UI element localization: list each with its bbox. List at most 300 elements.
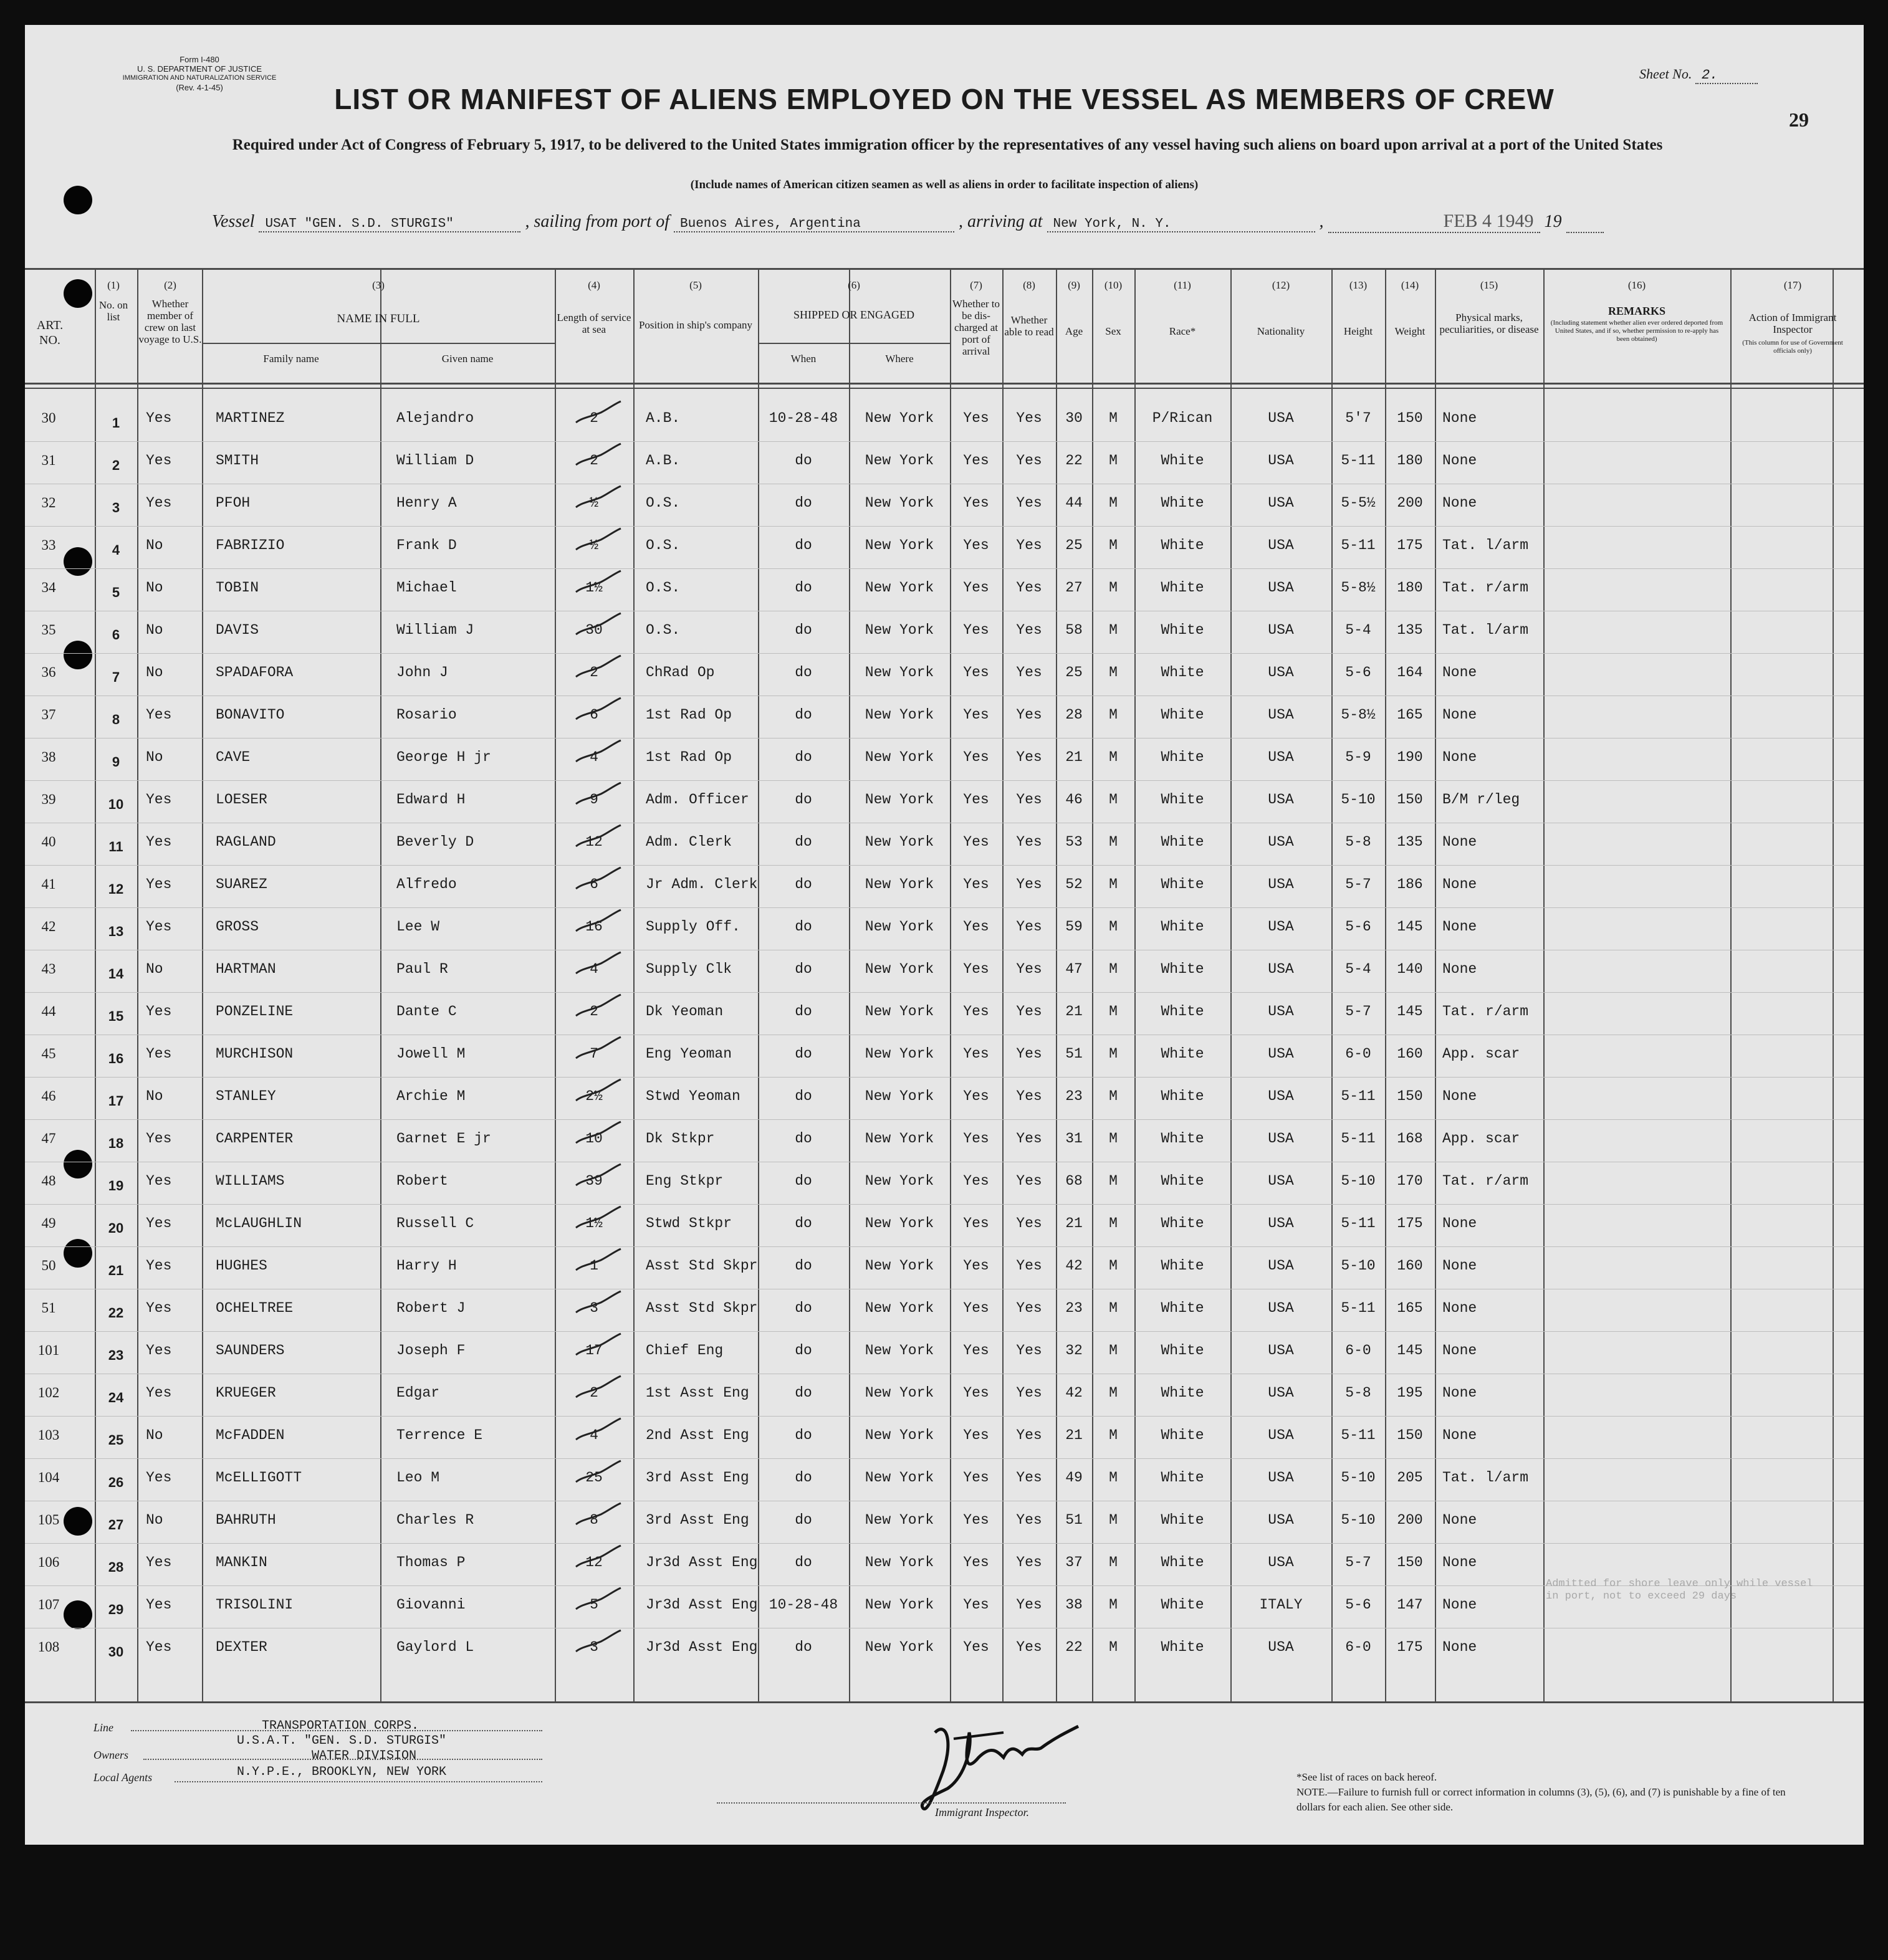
sex-cell: M bbox=[1109, 537, 1118, 553]
physical-marks-cell: App. scar bbox=[1442, 1046, 1520, 1062]
position-cell: Chief Eng bbox=[646, 1342, 724, 1359]
shipped-where-cell: New York bbox=[865, 749, 934, 765]
col-race: Race* bbox=[1169, 325, 1196, 337]
weight-cell: 160 bbox=[1397, 1258, 1423, 1274]
discharged-cell: Yes bbox=[963, 1046, 989, 1062]
art-number-cell: 47 bbox=[41, 1131, 56, 1146]
height-cell: 5-10 bbox=[1341, 1512, 1376, 1528]
able-to-read-cell: Yes bbox=[1016, 1512, 1042, 1528]
footer-block bbox=[93, 1719, 567, 1784]
nationality-cell: USA bbox=[1268, 1046, 1294, 1062]
nationality-cell: USA bbox=[1268, 791, 1294, 808]
col14-number: (14) bbox=[1401, 279, 1419, 291]
discharged-cell: Yes bbox=[963, 1215, 989, 1231]
age-cell: 68 bbox=[1065, 1173, 1083, 1189]
discharged-cell: Yes bbox=[963, 919, 989, 935]
given-name-cell: Archie M bbox=[396, 1088, 466, 1104]
sex-cell: M bbox=[1109, 791, 1118, 808]
discharged-cell: Yes bbox=[963, 1512, 989, 1528]
discharged-cell: Yes bbox=[963, 580, 989, 596]
departure-port: Buenos Aires, Argentina bbox=[674, 217, 954, 232]
last-voyage-cell: No bbox=[146, 664, 163, 681]
shipped-when-cell: do bbox=[795, 1342, 812, 1359]
physical-marks-cell: None bbox=[1442, 452, 1477, 469]
list-number-cell: 28 bbox=[108, 1559, 124, 1575]
position-cell: Dk Yeoman bbox=[646, 1003, 724, 1020]
race-cell: White bbox=[1161, 1385, 1204, 1401]
sex-cell: M bbox=[1109, 1597, 1118, 1613]
col8-number: (8) bbox=[1023, 279, 1035, 291]
shipped-where-cell: New York bbox=[865, 791, 934, 808]
art-number-cell: 37 bbox=[41, 707, 56, 722]
last-voyage-cell: Yes bbox=[146, 1385, 172, 1401]
column-rule bbox=[137, 268, 138, 1701]
check-mark-icon bbox=[573, 1416, 623, 1447]
given-name-cell: Edward H bbox=[396, 791, 466, 808]
manifest-sheet bbox=[25, 25, 1864, 1845]
race-cell: White bbox=[1161, 1470, 1204, 1486]
nationality-cell: USA bbox=[1268, 537, 1294, 553]
nationality-cell: USA bbox=[1268, 1427, 1294, 1443]
art-number-cell: 104 bbox=[37, 1470, 60, 1485]
art-number-cell: 107 bbox=[37, 1597, 60, 1612]
weight-cell: 165 bbox=[1397, 1300, 1423, 1316]
row-rule bbox=[25, 1331, 1864, 1332]
shipped-when-cell: do bbox=[795, 1554, 812, 1570]
last-voyage-cell: Yes bbox=[146, 1300, 172, 1316]
nationality-cell: USA bbox=[1268, 1470, 1294, 1486]
position-cell: Jr3d Asst Eng bbox=[646, 1639, 758, 1655]
owners-value-2: WATER DIVISION bbox=[312, 1749, 417, 1763]
service-length-cell: 2½ bbox=[585, 1088, 603, 1104]
given-name-cell: Dante C bbox=[396, 1003, 457, 1020]
last-voyage-cell: No bbox=[146, 961, 163, 977]
service-length-cell: 16 bbox=[585, 919, 603, 935]
shipped-where-cell: New York bbox=[865, 580, 934, 596]
shipped-where-cell: New York bbox=[865, 1131, 934, 1147]
age-cell: 52 bbox=[1065, 876, 1083, 892]
service-length-cell: 2 bbox=[590, 410, 598, 426]
given-name-cell: Charles R bbox=[396, 1512, 474, 1528]
last-voyage-cell: Yes bbox=[146, 876, 172, 892]
weight-cell: 145 bbox=[1397, 919, 1423, 935]
race-cell: White bbox=[1161, 1342, 1204, 1359]
discharged-cell: Yes bbox=[963, 876, 989, 892]
check-mark-icon bbox=[573, 1035, 623, 1066]
col-last-voyage: Whether member of crew on last voyage to U.S. bbox=[138, 298, 202, 345]
sex-cell: M bbox=[1109, 919, 1118, 935]
service-length-cell: 7 bbox=[590, 1046, 598, 1062]
column-rule bbox=[1331, 268, 1333, 1701]
last-voyage-cell: Yes bbox=[146, 452, 172, 469]
family-name-cell: GROSS bbox=[216, 919, 259, 935]
last-voyage-cell: Yes bbox=[146, 1470, 172, 1486]
sex-cell: M bbox=[1109, 1342, 1118, 1359]
shipped-when-cell: 10-28-48 bbox=[769, 410, 838, 426]
height-cell: 5-8½ bbox=[1341, 707, 1376, 723]
weight-cell: 150 bbox=[1397, 1554, 1423, 1570]
family-name-cell: SMITH bbox=[216, 452, 259, 469]
weight-cell: 180 bbox=[1397, 452, 1423, 469]
height-cell: 5-8 bbox=[1345, 1385, 1371, 1401]
row-rule bbox=[25, 568, 1864, 569]
check-mark-icon bbox=[573, 738, 623, 769]
note-text: —Failure to furnish full or correct information in columns (3), (5), (6), and (7) is punishable by a fine of ten dollars for each alien. See other side. bbox=[1296, 1786, 1786, 1813]
nationality-cell: USA bbox=[1268, 622, 1294, 638]
service-length-cell: 2 bbox=[590, 1003, 598, 1020]
art-number-cell: 36 bbox=[41, 664, 56, 680]
weight-cell: 150 bbox=[1397, 791, 1423, 808]
col5-number: (5) bbox=[689, 279, 702, 291]
family-name-cell: McELLIGOTT bbox=[216, 1470, 302, 1486]
able-to-read-cell: Yes bbox=[1016, 410, 1042, 426]
sheet-number-value: 2. bbox=[1695, 67, 1758, 84]
list-number-cell: 24 bbox=[108, 1390, 124, 1405]
shipped-when-cell: do bbox=[795, 495, 812, 511]
nationality-cell: USA bbox=[1268, 1131, 1294, 1147]
column-rule bbox=[1730, 268, 1732, 1701]
age-cell: 38 bbox=[1065, 1597, 1083, 1613]
check-mark-icon bbox=[573, 1204, 623, 1235]
position-cell: Asst Std Skpr bbox=[646, 1300, 758, 1316]
weight-cell: 145 bbox=[1397, 1003, 1423, 1020]
discharged-cell: Yes bbox=[963, 1088, 989, 1104]
able-to-read-cell: Yes bbox=[1016, 1003, 1042, 1020]
shipped-when-cell: do bbox=[795, 664, 812, 681]
nationality-cell: USA bbox=[1268, 1554, 1294, 1570]
art-number-cell: 45 bbox=[41, 1046, 56, 1061]
race-cell: P/Rican bbox=[1152, 410, 1213, 426]
column-rule bbox=[950, 268, 951, 1701]
discharged-cell: Yes bbox=[963, 410, 989, 426]
col-length-of-service: Length of service at sea bbox=[557, 312, 631, 335]
check-mark-icon bbox=[573, 653, 623, 684]
line-label: Line bbox=[93, 1721, 114, 1734]
weight-cell: 147 bbox=[1397, 1597, 1423, 1613]
col-shipped-engaged: SHIPPED OR ENGAGED bbox=[793, 308, 914, 321]
column-rule bbox=[1056, 268, 1057, 1701]
crew-table bbox=[25, 268, 1864, 1701]
shipped-when-cell: do bbox=[795, 1512, 812, 1528]
age-cell: 58 bbox=[1065, 622, 1083, 638]
col-nationality: Nationality bbox=[1257, 325, 1305, 337]
shipped-where-cell: New York bbox=[865, 664, 934, 681]
family-name-cell: WILLIAMS bbox=[216, 1173, 285, 1189]
col-height: Height bbox=[1343, 325, 1373, 337]
position-cell: Supply Off. bbox=[646, 919, 740, 935]
last-voyage-cell: Yes bbox=[146, 495, 172, 511]
position-cell: Supply Clk bbox=[646, 961, 732, 977]
check-mark-icon bbox=[573, 1501, 623, 1532]
arriving-label: , arriving at bbox=[958, 212, 1043, 231]
last-voyage-cell: Yes bbox=[146, 1003, 172, 1020]
shipped-when-cell: do bbox=[795, 452, 812, 469]
list-number-cell: 16 bbox=[108, 1051, 124, 1066]
able-to-read-cell: Yes bbox=[1016, 1215, 1042, 1231]
discharged-cell: Yes bbox=[963, 1470, 989, 1486]
given-name-cell: John J bbox=[396, 664, 448, 681]
list-number-cell: 9 bbox=[112, 754, 120, 770]
given-name-cell: Henry A bbox=[396, 495, 457, 511]
check-mark-icon bbox=[573, 1077, 623, 1108]
check-mark-icon bbox=[573, 1162, 623, 1193]
shipped-when-cell: do bbox=[795, 961, 812, 977]
height-cell: 5-10 bbox=[1341, 791, 1376, 808]
able-to-read-cell: Yes bbox=[1016, 791, 1042, 808]
note-label: NOTE. bbox=[1296, 1786, 1328, 1798]
discharged-cell: Yes bbox=[963, 622, 989, 638]
position-cell: O.S. bbox=[646, 580, 681, 596]
physical-marks-cell: None bbox=[1442, 1258, 1477, 1274]
height-cell: 5'7 bbox=[1345, 410, 1371, 426]
weight-cell: 135 bbox=[1397, 834, 1423, 850]
list-number-cell: 8 bbox=[112, 712, 120, 727]
age-cell: 21 bbox=[1065, 749, 1083, 765]
given-name-cell: Harry H bbox=[396, 1258, 457, 1274]
service-length-cell: 4 bbox=[590, 749, 598, 765]
list-number-cell: 15 bbox=[108, 1008, 124, 1024]
line-value: TRANSPORTATION CORPS. bbox=[262, 1719, 419, 1733]
sex-cell: M bbox=[1109, 749, 1118, 765]
list-number-cell: 3 bbox=[112, 500, 120, 515]
last-voyage-cell: No bbox=[146, 749, 163, 765]
family-name-cell: McFADDEN bbox=[216, 1427, 285, 1443]
last-voyage-cell: No bbox=[146, 1088, 163, 1104]
race-cell: White bbox=[1161, 1173, 1204, 1189]
sex-cell: M bbox=[1109, 1385, 1118, 1401]
height-cell: 5-11 bbox=[1341, 1300, 1376, 1316]
check-mark-icon bbox=[573, 1246, 623, 1278]
sex-cell: M bbox=[1109, 580, 1118, 596]
nationality-cell: USA bbox=[1268, 664, 1294, 681]
check-mark-icon bbox=[573, 1458, 623, 1489]
age-cell: 23 bbox=[1065, 1088, 1083, 1104]
position-cell: 3rd Asst Eng bbox=[646, 1470, 749, 1486]
family-name-cell: MANKIN bbox=[216, 1554, 267, 1570]
shipped-when-cell: do bbox=[795, 707, 812, 723]
col-weight: Weight bbox=[1394, 325, 1426, 337]
sex-cell: M bbox=[1109, 1639, 1118, 1655]
height-cell: 5-6 bbox=[1345, 1597, 1371, 1613]
height-cell: 5-6 bbox=[1345, 664, 1371, 681]
last-voyage-cell: Yes bbox=[146, 1342, 172, 1359]
last-voyage-cell: No bbox=[146, 1512, 163, 1528]
col-inspector-action: Action of Immigrant Inspector bbox=[1748, 312, 1837, 335]
list-number-cell: 10 bbox=[108, 796, 124, 812]
check-mark-icon bbox=[573, 865, 623, 896]
discharged-cell: Yes bbox=[963, 1385, 989, 1401]
nationality-cell: USA bbox=[1268, 876, 1294, 892]
physical-marks-cell: None bbox=[1442, 961, 1477, 977]
art-number-cell: 106 bbox=[37, 1554, 60, 1570]
art-number-cell: 38 bbox=[41, 749, 56, 765]
col-discharged: Whether to be dis-charged at port of arrival bbox=[952, 298, 1000, 357]
shipped-when-cell: do bbox=[795, 876, 812, 892]
race-cell: White bbox=[1161, 1512, 1204, 1528]
col-when: When bbox=[790, 353, 817, 365]
col-inspector-action-note: (This column for use of Government officials only) bbox=[1742, 339, 1843, 355]
last-voyage-cell: Yes bbox=[146, 410, 172, 426]
weight-cell: 200 bbox=[1397, 1512, 1423, 1528]
last-voyage-cell: Yes bbox=[146, 1554, 172, 1570]
weight-cell: 165 bbox=[1397, 707, 1423, 723]
given-name-cell: Frank D bbox=[396, 537, 457, 553]
family-name-cell: TOBIN bbox=[216, 580, 259, 596]
shipped-when-cell: do bbox=[795, 1427, 812, 1443]
physical-marks-cell: None bbox=[1442, 1554, 1477, 1570]
position-cell: 1st Asst Eng bbox=[646, 1385, 749, 1401]
last-voyage-cell: No bbox=[146, 622, 163, 638]
shipped-when-cell: do bbox=[795, 919, 812, 935]
discharged-cell: Yes bbox=[963, 1342, 989, 1359]
sex-cell: M bbox=[1109, 1554, 1118, 1570]
sailing-label: , sailing from port of bbox=[525, 212, 669, 231]
column-rule bbox=[633, 268, 635, 1701]
art-number-cell: 34 bbox=[41, 580, 56, 595]
nationality-cell: USA bbox=[1268, 1003, 1294, 1020]
agents-value: N.Y.P.E., BROOKLYN, NEW YORK bbox=[237, 1765, 447, 1779]
col-given-name: Given name bbox=[441, 353, 494, 365]
height-cell: 5-6 bbox=[1345, 919, 1371, 935]
service-length-cell: 3 bbox=[590, 1639, 598, 1655]
art-number-cell: 101 bbox=[37, 1342, 60, 1358]
department-name: U. S. DEPARTMENT OF JUSTICE bbox=[137, 64, 262, 74]
able-to-read-cell: Yes bbox=[1016, 1258, 1042, 1274]
discharged-cell: Yes bbox=[963, 1131, 989, 1147]
art-number-cell: 44 bbox=[41, 1003, 56, 1019]
discharged-cell: Yes bbox=[963, 1597, 989, 1613]
sex-cell: M bbox=[1109, 1088, 1118, 1104]
service-length-cell: 5 bbox=[590, 1597, 598, 1613]
weight-cell: 170 bbox=[1397, 1173, 1423, 1189]
list-number-cell: 30 bbox=[108, 1644, 124, 1660]
nationality-cell: USA bbox=[1268, 580, 1294, 596]
weight-cell: 180 bbox=[1397, 580, 1423, 596]
col10-number: (10) bbox=[1104, 279, 1123, 291]
family-name-cell: TRISOLINI bbox=[216, 1597, 294, 1613]
last-voyage-cell: No bbox=[146, 1427, 163, 1443]
check-mark-icon bbox=[573, 1119, 623, 1150]
physical-marks-cell: Tat. r/arm bbox=[1442, 1003, 1529, 1020]
shipped-where-cell: New York bbox=[865, 876, 934, 892]
shipped-where-cell: New York bbox=[865, 452, 934, 469]
service-length-cell: 12 bbox=[585, 834, 603, 850]
check-mark-icon bbox=[573, 399, 623, 430]
race-cell: White bbox=[1161, 707, 1204, 723]
height-cell: 5-10 bbox=[1341, 1258, 1376, 1274]
position-cell: Eng Stkpr bbox=[646, 1173, 724, 1189]
family-name-cell: SUAREZ bbox=[216, 876, 267, 892]
weight-cell: 164 bbox=[1397, 664, 1423, 681]
list-number-cell: 2 bbox=[112, 457, 120, 473]
vessel-label: Vessel bbox=[212, 212, 255, 231]
row-rule bbox=[25, 780, 1864, 781]
col16-number: (16) bbox=[1627, 279, 1646, 291]
service-length-cell: 17 bbox=[585, 1342, 603, 1359]
family-name-cell: KRUEGER bbox=[216, 1385, 276, 1401]
able-to-read-cell: Yes bbox=[1016, 919, 1042, 935]
art-number-cell: 39 bbox=[41, 791, 56, 807]
position-cell: A.B. bbox=[646, 452, 681, 469]
shipped-when-cell: do bbox=[795, 1131, 812, 1147]
age-cell: 21 bbox=[1065, 1003, 1083, 1020]
column-rule bbox=[1002, 268, 1004, 1701]
position-cell: Stwd Yeoman bbox=[646, 1088, 740, 1104]
race-cell: White bbox=[1161, 495, 1204, 511]
family-name-cell: HARTMAN bbox=[216, 961, 276, 977]
physical-marks-cell: Tat. r/arm bbox=[1442, 580, 1529, 596]
physical-marks-cell: None bbox=[1442, 1597, 1477, 1613]
weight-cell: 168 bbox=[1397, 1131, 1423, 1147]
weight-cell: 175 bbox=[1397, 1215, 1423, 1231]
remark-stamp: Admitted for shore leave only while vessel in port, not to exceed 29 days bbox=[1546, 1578, 1813, 1602]
physical-marks-cell: None bbox=[1442, 919, 1477, 935]
race-cell: White bbox=[1161, 834, 1204, 850]
service-length-cell: 2 bbox=[590, 1385, 598, 1401]
list-number-cell: 26 bbox=[108, 1475, 124, 1490]
age-cell: 37 bbox=[1065, 1554, 1083, 1570]
check-mark-icon bbox=[573, 1331, 623, 1362]
service-name: IMMIGRATION AND NATURALIZATION SERVICE bbox=[122, 74, 277, 82]
nationality-cell: USA bbox=[1268, 1300, 1294, 1316]
family-name-cell: FABRIZIO bbox=[216, 537, 285, 553]
age-cell: 53 bbox=[1065, 834, 1083, 850]
row-rule bbox=[25, 1204, 1864, 1205]
race-cell: White bbox=[1161, 1427, 1204, 1443]
col11-number: (11) bbox=[1174, 279, 1191, 291]
shipped-where-cell: New York bbox=[865, 1173, 934, 1189]
age-cell: 51 bbox=[1065, 1046, 1083, 1062]
weight-cell: 175 bbox=[1397, 537, 1423, 553]
shipped-where-cell: New York bbox=[865, 1258, 934, 1274]
shipped-where-cell: New York bbox=[865, 1597, 934, 1613]
height-cell: 5-5½ bbox=[1341, 495, 1376, 511]
check-mark-icon bbox=[573, 907, 623, 939]
given-name-cell: William J bbox=[396, 622, 474, 638]
inspector-label: Immigrant Inspector. bbox=[935, 1806, 1029, 1819]
physical-marks-cell: None bbox=[1442, 834, 1477, 850]
position-cell: Jr3d Asst Eng bbox=[646, 1597, 758, 1613]
list-number-cell: 18 bbox=[108, 1135, 124, 1151]
weight-cell: 175 bbox=[1397, 1639, 1423, 1655]
physical-marks-cell: None bbox=[1442, 1427, 1477, 1443]
row-rule bbox=[25, 1416, 1864, 1417]
age-cell: 25 bbox=[1065, 537, 1083, 553]
given-name-cell: Terrence E bbox=[396, 1427, 483, 1443]
art-number-cell: 42 bbox=[41, 919, 56, 934]
list-number-cell: 20 bbox=[108, 1220, 124, 1236]
last-voyage-cell: No bbox=[146, 580, 163, 596]
col-able-to-read: Whether able to read bbox=[1004, 314, 1054, 338]
height-cell: 5-7 bbox=[1345, 1003, 1371, 1020]
row-rule bbox=[25, 653, 1864, 654]
nationality-cell: USA bbox=[1268, 961, 1294, 977]
position-cell: 2nd Asst Eng bbox=[646, 1427, 749, 1443]
physical-marks-cell: None bbox=[1442, 495, 1477, 511]
physical-marks-cell: Tat. l/arm bbox=[1442, 1470, 1529, 1486]
column-rule bbox=[1134, 268, 1136, 1701]
age-cell: 22 bbox=[1065, 1639, 1083, 1655]
nationality-cell: USA bbox=[1268, 1088, 1294, 1104]
list-number-cell: 22 bbox=[108, 1305, 124, 1321]
discharged-cell: Yes bbox=[963, 1300, 989, 1316]
nationality-cell: USA bbox=[1268, 707, 1294, 723]
last-voyage-cell: Yes bbox=[146, 1131, 172, 1147]
shipped-where-cell: New York bbox=[865, 1554, 934, 1570]
race-cell: White bbox=[1161, 1215, 1204, 1231]
sheet-number-label: Sheet No. bbox=[1639, 66, 1692, 82]
height-cell: 5-8 bbox=[1345, 834, 1371, 850]
